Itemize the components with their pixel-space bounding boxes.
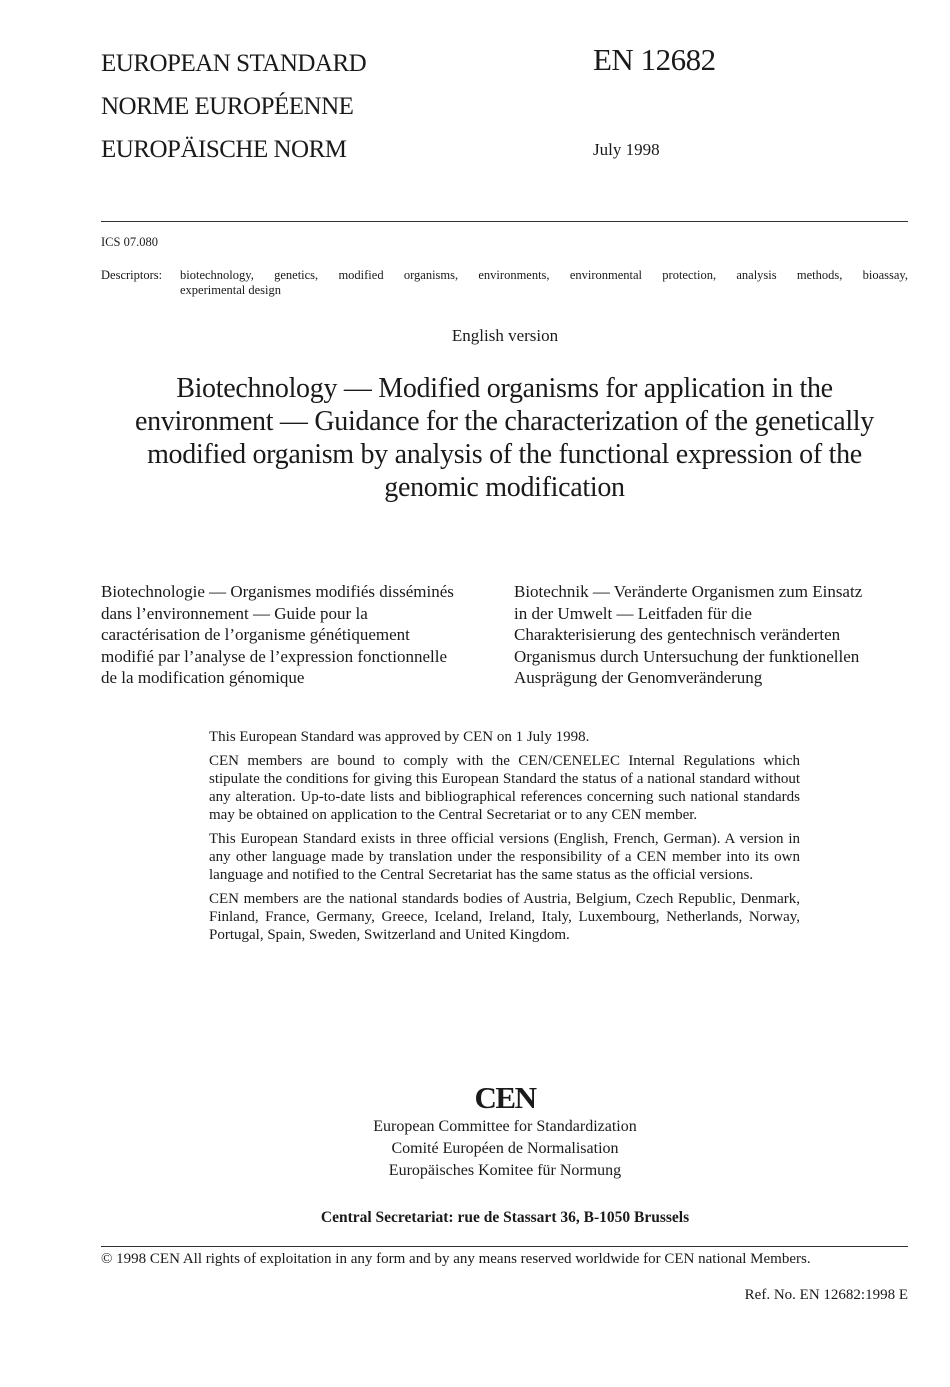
title-german xyxy=(514,581,909,689)
title-fr-line: caractérisation de l’organisme génétiquement xyxy=(101,625,410,644)
title-line: genomic modification xyxy=(384,472,625,503)
title-de-line: Biotechnik — Veränderte Organismen zum Einsatz xyxy=(514,582,863,601)
header-line-en: EUROPEAN STANDARD xyxy=(101,50,367,77)
descriptors-line-1: biotechnology, genetics, modified organisms, environments, environmental protection, analysis methods, bioassay, xyxy=(180,268,908,282)
title-fr-line: dans l’environnement — Guide pour la xyxy=(101,603,368,623)
header-line-fr: NORME EUROPÉENNE xyxy=(101,93,354,120)
title-line: modified organism by analysis of the functional expression of the xyxy=(147,439,862,470)
ics-code: ICS 07.080 xyxy=(101,235,158,249)
descriptors-label: Descriptors: xyxy=(101,268,163,282)
cen-logo: CEN xyxy=(474,1080,536,1115)
cen-name-en: European Committee for Standardization xyxy=(373,1118,637,1135)
title-fr-line: modifié par l’analyse de l’expression fonctionnelle xyxy=(101,646,448,666)
cen-name-fr: Comité Européen de Normalisation xyxy=(391,1140,619,1157)
version-label: English version xyxy=(451,326,559,345)
cen-name-de: Europäisches Komitee für Normung xyxy=(388,1162,622,1179)
document-title xyxy=(101,372,908,504)
body-paragraph: This European Standard was approved by CEN on 1 July 1998. xyxy=(209,729,590,745)
title-de-line: in der Umwelt — Leitfaden für die xyxy=(514,603,752,623)
header-rule xyxy=(101,221,908,222)
title-fr-line: Biotechnologie — Organismes modifiés disséminés xyxy=(101,582,454,601)
title-line: Biotechnology — Modified organisms for application in the xyxy=(176,373,833,404)
title-french xyxy=(101,581,496,689)
body-paragraph: This European Standard exists in three official versions (English, French, German). A version in any other language made by translation under the responsibility of a CEN member into its own language and notified to the Central Secretariat has the same status as the official versions. xyxy=(209,831,800,883)
body-paragraph: CEN members are the national standards bodies of Austria, Belgium, Czech Republic, Denmark, Finland, France, Germany, Greece, Iceland, Ireland, Italy, Luxembourg, Netherlands, Norway, Portugal, Spain, Sweden, Switzerland and United Kingdom. xyxy=(209,891,800,943)
title-de-line: Organismus durch Untersuchung der funktionellen xyxy=(514,646,860,666)
header-line-de: EUROPÄISCHE NORM xyxy=(101,136,347,163)
body-paragraph: CEN members are bound to comply with the CEN/CENELEC Internal Regulations which stipulate the conditions for giving this European Standard the status of a national standard without any alteration. Up-to-date lists and bibliographical references concerning such national standards may be obtained on application to the Central Secretariat or to any CEN member. xyxy=(209,753,800,823)
title-line: environment — Guidance for the characterization of the genetically xyxy=(135,406,874,437)
standard-number: EN 12682 xyxy=(593,42,716,77)
descriptors-line-2: experimental design xyxy=(180,283,282,297)
footer-rule xyxy=(101,1246,908,1247)
title-fr-line: de la modification génomique xyxy=(101,668,305,687)
reference-number: Ref. No. EN 12682:1998 E xyxy=(744,1287,908,1303)
copyright: © 1998 CEN All rights of exploitation in any form and by any means reserved worldwide for CEN national Members. xyxy=(101,1251,811,1267)
standard-date: July 1998 xyxy=(593,140,660,159)
cen-names xyxy=(0,1116,950,1182)
title-de-line: Ausprägung der Genomveränderung xyxy=(514,668,763,687)
title-de-line: Charakterisierung des gentechnisch veränderten xyxy=(514,625,841,644)
central-secretariat: Central Secretariat: rue de Stassart 36, B-1050 Brussels xyxy=(320,1209,690,1226)
approval-text xyxy=(209,728,800,950)
